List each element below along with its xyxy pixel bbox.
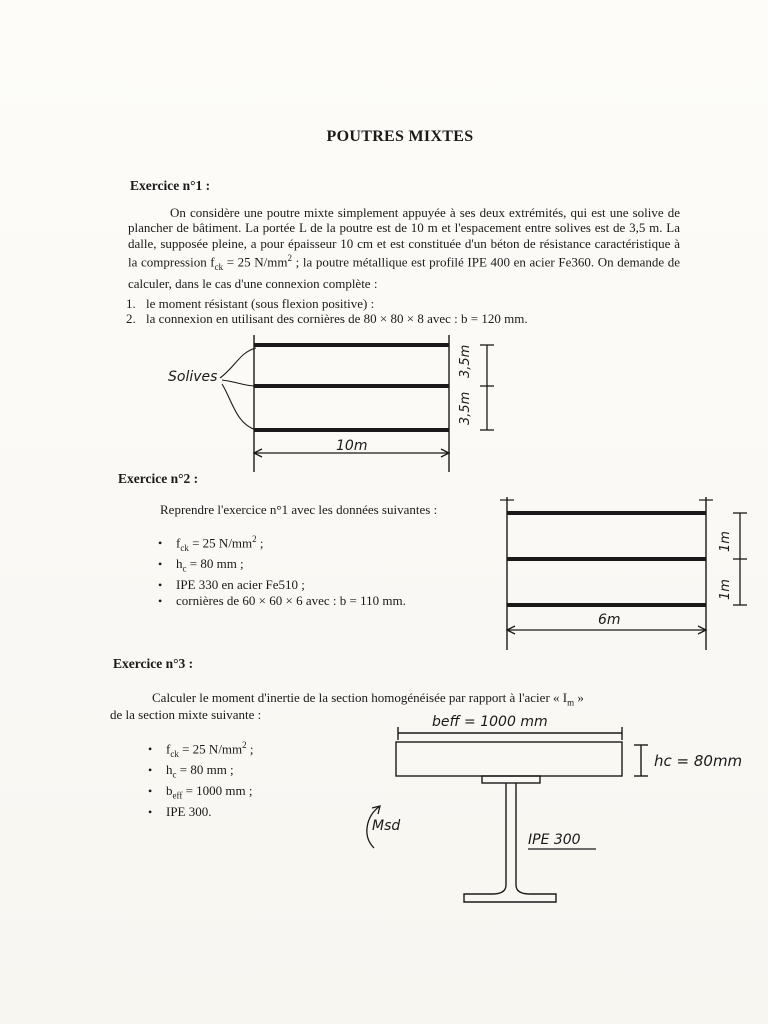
page-title: POUTRES MIXTES — [326, 128, 474, 145]
exercise-3-heading: Exercice n°3 : — [113, 656, 194, 671]
bullet-subscript: eff — [172, 790, 183, 801]
bullet-text: f — [176, 535, 181, 551]
list-item — [158, 593, 406, 609]
exercise-1-list — [126, 296, 686, 327]
bullet-icon: • — [148, 763, 153, 778]
exercise-2-intro: Reprendre l'exercice n°1 avec les données suivantes : — [160, 502, 438, 517]
bullet-text-rest: = 25 N/mm — [188, 535, 253, 551]
bullet-icon: • — [158, 557, 163, 572]
hc-label: hc = 80mm — [654, 752, 743, 770]
bullet-text: IPE 300. — [166, 803, 212, 819]
bullet-text-rest: = 25 N/mm — [178, 741, 243, 757]
steel-top-flange — [482, 776, 540, 783]
bullet-text: h — [176, 556, 183, 572]
spacing-bottom-label: 1m — [718, 579, 733, 600]
bullet-icon: • — [158, 577, 163, 592]
bullet-superscript: 2 — [252, 534, 257, 544]
list-item — [148, 804, 254, 820]
intro-subscript: m — [567, 697, 575, 708]
concrete-slab — [396, 742, 622, 776]
bullet-text-tail: ; — [256, 535, 264, 551]
intro-text: Calculer le moment d'inertie de la section homogénéisée par rapport à l'acier « I — [152, 690, 568, 705]
spacing-bottom-label: 3,5m — [458, 391, 473, 425]
list-item-text: le moment résistant (sous flexion positive) : — [146, 296, 375, 311]
bullet-text-rest: = 80 mm ; — [176, 762, 234, 778]
bullet-text: b — [166, 782, 173, 798]
steel-bottom-flange — [464, 885, 556, 902]
spacing-top-label: 1m — [718, 531, 733, 552]
bullet-icon: • — [148, 742, 153, 757]
bullet-text: cornières de 60 × 60 × 6 avec : b = 110 mm. — [176, 593, 406, 609]
intro-text-end: » — [574, 690, 584, 705]
moment-label: Msd — [372, 818, 401, 834]
list-item — [148, 738, 254, 762]
spacing-top-label: 3,5m — [458, 344, 473, 378]
span-label: 6m — [598, 612, 621, 628]
bullet-icon: • — [148, 804, 153, 819]
exercise-2-bullets — [158, 532, 406, 609]
leader-line — [222, 384, 256, 430]
exercise-3-bullets — [148, 738, 254, 820]
list-item-number: 1. — [126, 296, 136, 311]
solives-label: Solives — [168, 369, 218, 385]
bullet-superscript: 2 — [242, 740, 247, 750]
list-item — [126, 296, 686, 311]
arrow-left-icon — [507, 626, 515, 634]
exercise-1-heading: Exercice n°1 : — [130, 178, 211, 193]
bullet-subscript: ck — [180, 542, 189, 553]
arrow-right-icon — [698, 626, 706, 634]
exercise-1-text: On considère une poutre mixte simplement appuyée à ses deux extrémités, qui est une solive de plancher de bâtiment. La portée L de la poutre est de 10 m et l'espacement entre solives est de 3,5 m. La dalle, supposée pleine, a pour épaisseur 10 cm et est constituée d'un béton de résistance caractéristique à la compression f — [128, 205, 680, 270]
list-item — [158, 556, 406, 577]
list-item — [148, 762, 254, 783]
bullet-subscript: c — [172, 769, 177, 780]
profile-label: IPE 300 — [528, 832, 581, 848]
bullet-text-rest: = 80 mm ; — [186, 556, 244, 572]
list-item — [158, 577, 406, 593]
beff-label: beff = 1000 mm — [432, 714, 548, 730]
bullet-subscript: ck — [170, 748, 179, 759]
list-item-number: 2. — [126, 311, 136, 327]
bullet-icon: • — [158, 594, 163, 609]
bullet-text: h — [166, 762, 173, 778]
fck-subscript: ck — [214, 262, 224, 273]
bullet-text: f — [166, 741, 171, 757]
list-item — [158, 532, 406, 556]
exercise-2-heading: Exercice n°2 : — [118, 471, 199, 486]
arrow-right-icon — [441, 449, 449, 457]
list-item-text: la connexion en utilisant des cornières de 80 × 80 × 8 avec : b = 120 mm. — [146, 311, 528, 327]
bullet-text-rest: = 1000 mm ; — [182, 782, 253, 798]
bullet-subscript: c — [182, 563, 187, 574]
bullet-text-tail: ; — [246, 741, 254, 757]
list-item — [126, 311, 686, 326]
bullet-icon: • — [158, 536, 163, 551]
arrow-head-icon — [372, 806, 380, 814]
bullet-icon: • — [148, 783, 153, 798]
list-item — [148, 783, 254, 804]
span-label: 10m — [336, 438, 368, 454]
exercise-1-text-end: ; la poutre métallique est profilé IPE 400 en acier Fe360. On demande de calculer, dans le cas d'une connexion complète : — [128, 254, 680, 291]
exercise-1-paragraph — [128, 205, 680, 291]
arrow-left-icon — [254, 449, 262, 457]
leader-line — [220, 348, 256, 378]
bullet-text: IPE 330 en acier Fe510 ; — [176, 576, 305, 592]
unit-superscript: 2 — [287, 253, 293, 264]
exercise-3-intro-line2: de la section mixte suivante : — [110, 707, 262, 722]
leader-line — [222, 380, 256, 386]
exercise-1-text-mid: = 25 N/mm — [223, 254, 288, 270]
